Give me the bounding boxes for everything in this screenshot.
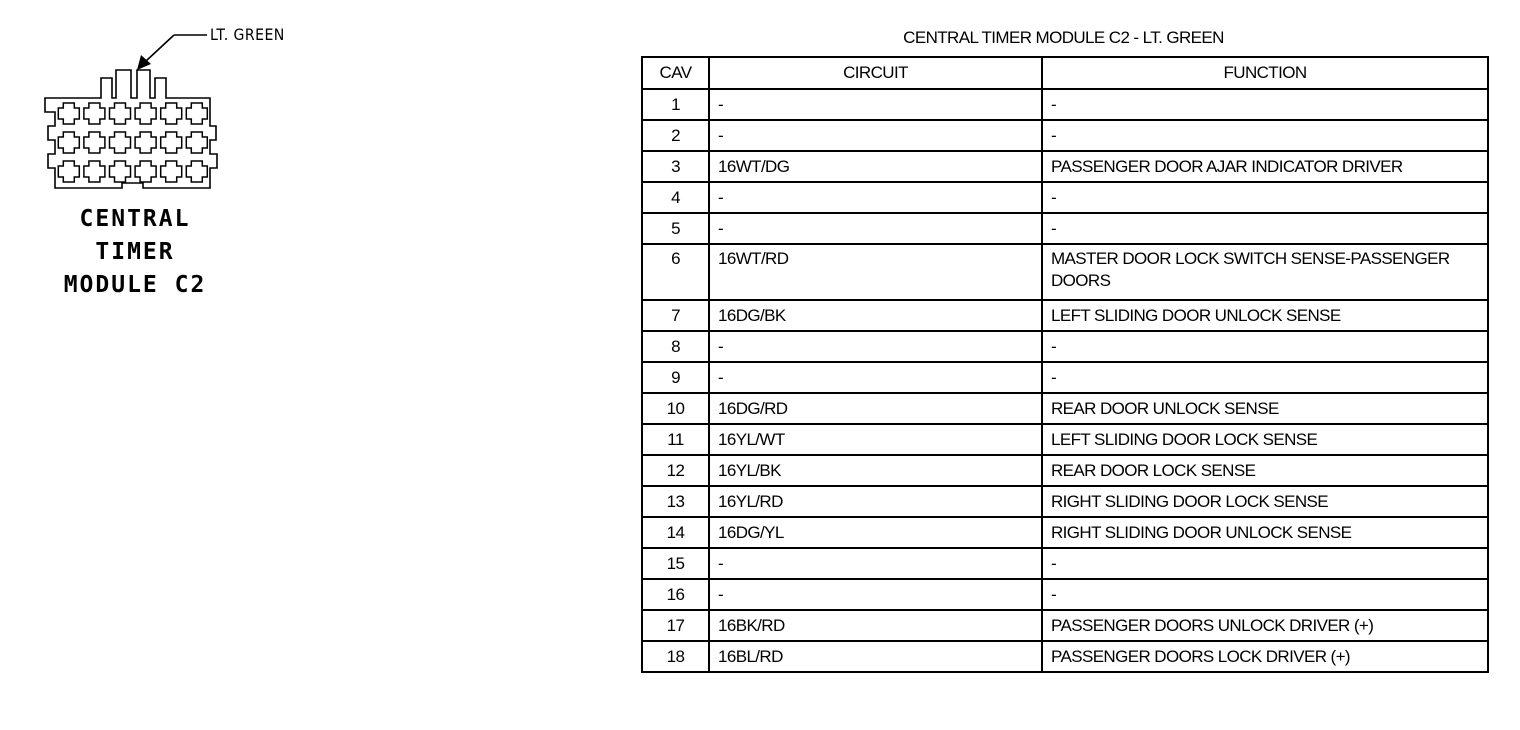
cav-cell: 11 xyxy=(642,424,709,455)
connector-cavity-grid xyxy=(58,103,207,182)
circuit-cell: 16WT/DG xyxy=(709,151,1042,182)
cav-cell: 4 xyxy=(642,182,709,213)
table-row xyxy=(642,579,1488,610)
pinout-table xyxy=(641,56,1489,673)
table-row xyxy=(642,641,1488,672)
function-cell: MASTER DOOR LOCK SWITCH SENSE-PASSENGER DOORS xyxy=(1042,244,1488,300)
cav-cell: 7 xyxy=(642,300,709,331)
cav-cell: 2 xyxy=(642,120,709,151)
connector-cavity xyxy=(161,161,182,182)
connector-cavity xyxy=(110,132,131,153)
table-caption: CENTRAL TIMER MODULE C2 - LT. GREEN xyxy=(903,28,1224,47)
table-body xyxy=(642,89,1488,672)
cav-cell: 6 xyxy=(642,244,709,300)
function-cell: - xyxy=(1042,548,1488,579)
connector-title-line-1: CENTRAL xyxy=(79,206,191,232)
connector-cavity xyxy=(58,103,79,124)
function-cell: - xyxy=(1042,213,1488,244)
function-cell: - xyxy=(1042,579,1488,610)
connector-title-line-3: MODULE C2 xyxy=(63,272,207,298)
cav-cell: 3 xyxy=(642,151,709,182)
cav-cell: 13 xyxy=(642,486,709,517)
function-cell: RIGHT SLIDING DOOR UNLOCK SENSE xyxy=(1042,517,1488,548)
circuit-cell: 16BK/RD xyxy=(709,610,1042,641)
table-header-row xyxy=(642,57,1488,89)
cav-cell: 10 xyxy=(642,393,709,424)
table-row xyxy=(642,331,1488,362)
connector-cavity xyxy=(186,132,207,153)
connector-title-line-2: TIMER xyxy=(95,239,175,265)
connector-cavity xyxy=(110,161,131,182)
function-cell: - xyxy=(1042,182,1488,213)
function-cell: - xyxy=(1042,362,1488,393)
function-cell: RIGHT SLIDING DOOR LOCK SENSE xyxy=(1042,486,1488,517)
cav-cell: 18 xyxy=(642,641,709,672)
table-row xyxy=(642,393,1488,424)
cav-cell: 12 xyxy=(642,455,709,486)
connector-cavity xyxy=(58,161,79,182)
connector-cavity xyxy=(135,103,156,124)
header-cav: CAV xyxy=(642,57,709,89)
function-cell: PASSENGER DOORS LOCK DRIVER (+) xyxy=(1042,641,1488,672)
circuit-cell: - xyxy=(709,579,1042,610)
circuit-cell: 16YL/BK xyxy=(709,455,1042,486)
table-row xyxy=(642,244,1488,300)
table-row xyxy=(642,182,1488,213)
connector-cavity xyxy=(135,161,156,182)
circuit-cell: 16WT/RD xyxy=(709,244,1042,300)
connector-cavity xyxy=(58,132,79,153)
cav-cell: 17 xyxy=(642,610,709,641)
cav-cell: 1 xyxy=(642,89,709,120)
circuit-cell: - xyxy=(709,331,1042,362)
function-cell: REAR DOOR UNLOCK SENSE xyxy=(1042,393,1488,424)
table-row xyxy=(642,151,1488,182)
function-cell: LEFT SLIDING DOOR UNLOCK SENSE xyxy=(1042,300,1488,331)
cav-cell: 14 xyxy=(642,517,709,548)
header-function: FUNCTION xyxy=(1042,57,1488,89)
circuit-cell: - xyxy=(709,548,1042,579)
table-row xyxy=(642,213,1488,244)
connector-cavity xyxy=(186,161,207,182)
circuit-cell: - xyxy=(709,213,1042,244)
table-row xyxy=(642,120,1488,151)
cav-cell: 8 xyxy=(642,331,709,362)
connector-cavity xyxy=(186,103,207,124)
cav-cell: 9 xyxy=(642,362,709,393)
circuit-cell: - xyxy=(709,182,1042,213)
circuit-cell: 16YL/WT xyxy=(709,424,1042,455)
circuit-cell: - xyxy=(709,362,1042,393)
table-row xyxy=(642,424,1488,455)
function-cell: LEFT SLIDING DOOR LOCK SENSE xyxy=(1042,424,1488,455)
function-cell: PASSENGER DOORS UNLOCK DRIVER (+) xyxy=(1042,610,1488,641)
connector-cavity xyxy=(84,161,105,182)
connector-cavity xyxy=(161,132,182,153)
function-cell: - xyxy=(1042,331,1488,362)
table-row xyxy=(642,455,1488,486)
connector-cavity xyxy=(135,132,156,153)
table-row xyxy=(642,89,1488,120)
table-row xyxy=(642,486,1488,517)
connector-title xyxy=(20,203,250,302)
table-row xyxy=(642,610,1488,641)
connector-cavity xyxy=(110,103,131,124)
connector-cavity xyxy=(161,103,182,124)
connector-cavity xyxy=(84,103,105,124)
circuit-cell: 16DG/RD xyxy=(709,393,1042,424)
header-circuit: CIRCUIT xyxy=(709,57,1042,89)
table-row xyxy=(642,362,1488,393)
circuit-cell: 16DG/YL xyxy=(709,517,1042,548)
function-cell: - xyxy=(1042,89,1488,120)
table-row xyxy=(642,517,1488,548)
connector-cavity xyxy=(84,132,105,153)
cav-cell: 15 xyxy=(642,548,709,579)
table-row xyxy=(642,300,1488,331)
cav-cell: 16 xyxy=(642,579,709,610)
function-cell: PASSENGER DOOR AJAR INDICATOR DRIVER xyxy=(1042,151,1488,182)
cav-cell: 5 xyxy=(642,213,709,244)
circuit-cell: 16DG/BK xyxy=(709,300,1042,331)
circuit-cell: 16YL/RD xyxy=(709,486,1042,517)
function-cell: - xyxy=(1042,120,1488,151)
circuit-cell: 16BL/RD xyxy=(709,641,1042,672)
function-cell: REAR DOOR LOCK SENSE xyxy=(1042,455,1488,486)
circuit-cell: - xyxy=(709,89,1042,120)
circuit-cell: - xyxy=(709,120,1042,151)
table-row xyxy=(642,548,1488,579)
connector-color-label: LT. GREEN xyxy=(210,25,285,44)
